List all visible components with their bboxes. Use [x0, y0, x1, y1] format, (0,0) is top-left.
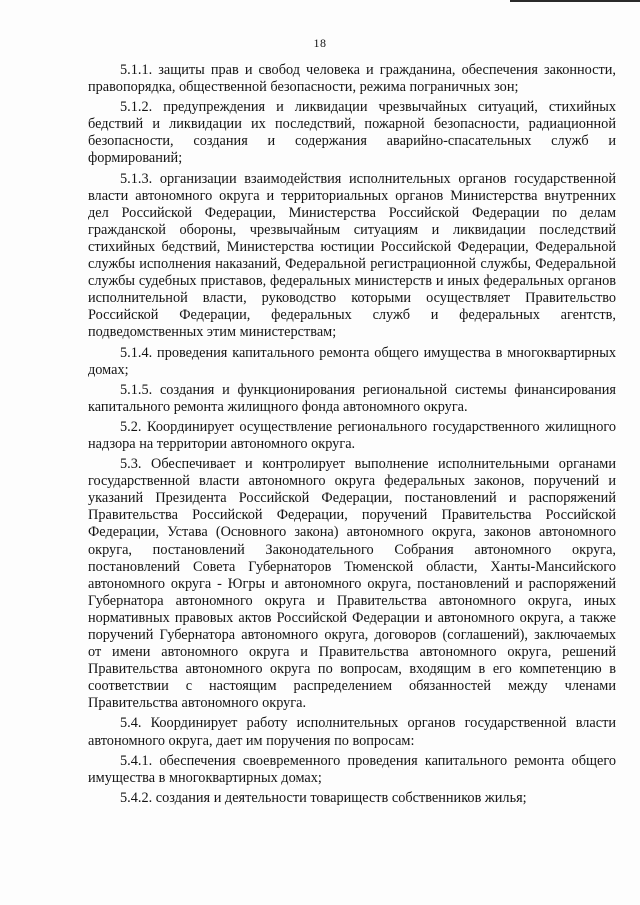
scan-edge-mark: [510, 0, 640, 2]
paragraph-5-3: 5.3. Обеспечивает и контролирует выполнение исполнительными органами государственной власти автономного округа федеральных законов, поручений и указаний Президента Российской Федерации, постановлений и распоряжений Правительства Российской Федерации, поручений Правительства Российской Федерации, Устава (Основного закона) автономного округа, законов автономного округа, постановлений Законодательного Собрания автономного округа, постановлений Совета Губернаторов Тюменской области, Ханты-Мансийского автономного округа - Югры и автономного округа, постановлений и распоряжений Губернатора автономного округа и Правительства автономного округа, иных нормативных правовых актов Российской Федерации и автономного округа, а также поручений Губернатора автономного округа, договоров (соглашений), заключаемых от имени автономного округа и Правительства автономного округа, решений Правительства автономного округа по вопросам, входящим в его компетенцию в соответствии с настоящим распределением обязанностей между членами Правительства автономного округа.: [88, 456, 616, 712]
paragraph-5-4-2: 5.4.2. создания и деятельности товариществ собственников жилья;: [120, 789, 527, 806]
paragraph-5-2: 5.2. Координирует осуществление регионального государственного жилищного надзора на территории автономного округа.: [88, 418, 616, 452]
paragraph-5-1-2: 5.1.2. предупреждения и ликвидации чрезвычайных ситуаций, стихийных бедствий и ликвидации их последствий, пожарной безопасности, радиационной безопасности, создания и содержания аварийно-спасательных служб и формирований;: [88, 99, 616, 167]
page-number: 18: [313, 36, 327, 50]
paragraph-5-1-4: 5.1.4. проведения капитального ремонта общего имущества в многоквартирных домах;: [88, 344, 616, 378]
paragraph-5-4-1: 5.4.1. обеспечения своевременного проведения капитального ремонта общего имущества в многоквартирных домах;: [88, 752, 616, 786]
paragraph-5-1-5: 5.1.5. создания и функционирования региональной системы финансирования капитального ремонта жилищного фонда автономного округа.: [88, 381, 616, 415]
document-body: [88, 62, 616, 810]
paragraph-5-1-3: 5.1.3. организации взаимодействия исполнительных органов государственной власти автономного округа и территориальных органов Министерства внутренних дел Российской Федерации, Министерства Российской Федерации по делам гражданской обороны, чрезвычайным ситуациям и ликвидации последствий стихийных бедствий, Министерства юстиции Российской Федерации, Федеральной службы исполнения наказаний, Федеральной регистрационной службы, Федеральной службы судебных приставов, федеральных министерств и иных федеральных органов исполнительной власти, руководство которыми осуществляет Правительство Российской Федерации, федеральных служб и федеральных агентств, подведомственных этим министерствам;: [88, 170, 616, 341]
paragraph-5-1-1: 5.1.1. защиты прав и свобод человека и гражданина, обеспечения законности, правопорядка, общественной безопасности, режима пограничных зон;: [88, 62, 616, 96]
paragraph-5-4: 5.4. Координирует работу исполнительных органов государственной власти автономного округа, дает им поручения по вопросам:: [88, 715, 616, 749]
